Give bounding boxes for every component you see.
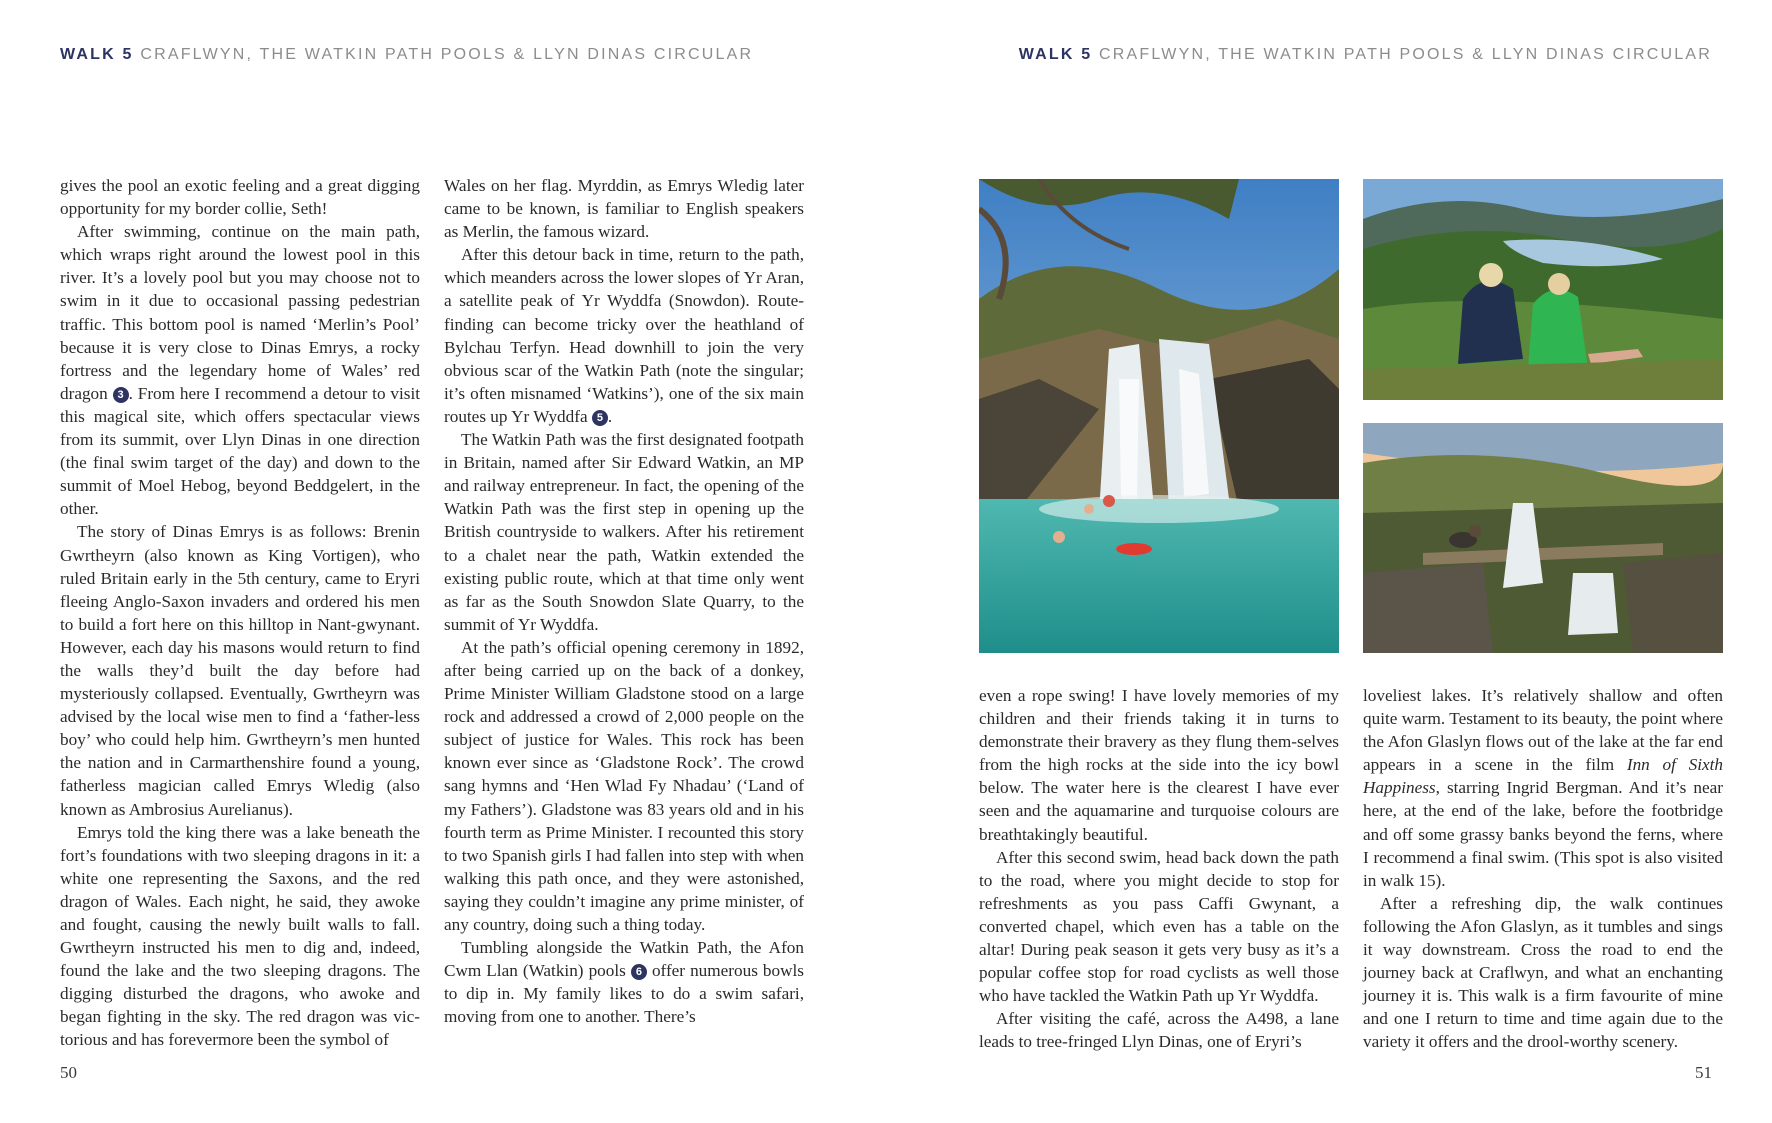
page-number: 50: [60, 1063, 77, 1082]
paragraph: After visiting the café, across the A498, a lane leads to tree-fringed Llyn Dinas, one of Eryri’s: [979, 1009, 1339, 1052]
right-page: [886, 0, 1772, 1123]
text-column-4: [1363, 684, 1723, 1054]
paragraph: gives the pool an exotic feeling and a great digging opportunity for my border collie, Seth!: [60, 176, 420, 219]
paragraph: After swimming, continue on the main path, which wraps right around the lowest pool in this river. It’s a lovely pool but you may choose not to swim in it due to occasional passing pedestrian traffic. This bottom pool is named ‘Merlin’s Pool’ because it is very close to Dinas Emrys, a rocky fortress and the legendary home of Wales’ red dragon 3 . From here I recommend a detour to visit this magical site, which offers spectacular views from its summit, over Llyn Dinas in one direction (the final swim target of the day) and down to the summit of Moel Hebog, beyond Beddgelert, in the other.: [60, 222, 421, 519]
film-title: Inn of Sixth Happiness: [1363, 755, 1723, 798]
text-column-2: [444, 174, 804, 1028]
footbridge-dog-photo: [1363, 423, 1723, 653]
running-head-left: [60, 46, 753, 64]
route-marker-5: 5: [592, 410, 608, 426]
text-column-1: [60, 174, 420, 1052]
waterfall-swimmers-photo: [979, 179, 1339, 653]
lake-view-walkers-photo: [1363, 179, 1723, 400]
route-marker-6: 6: [631, 964, 647, 980]
paragraph: After this detour back in time, return to the path, which meanders across the lower slopes of Yr Aran, a satellite peak of Yr Wyddfa (Snowdon). Route-finding can become tricky over the heathland of Bylchau Terfyn. Head downhill to join the very obvious scar of the Watkin Path (note the singular; it’s often misnamed ‘Watkins’), one of the six main routes up Yr Wyddfa 5 .: [444, 245, 804, 426]
paragraph: even a rope swing! I have lovely memories of my children and their friends taking it in turns to demonstrate their bravery as they flung them-selves from the high rocks at the side into the icy bowl below. The water here is the clearest I have ever seen and the aquamarine and turquoise colours are breathtakingly beautiful.: [979, 686, 1339, 844]
paragraph: Wales on her flag. Myrddin, as Emrys Wledig later came to be known, is familiar to English speakers as Merlin, the famous wizard.: [444, 176, 804, 242]
paragraph: loveliest lakes. It’s relatively shallow and often quite warm. Testament to its beauty, the point where the Afon Glaslyn flows out of the lake at the far end appears in a scene in the film Inn of Sixth Happiness, starring Ingrid Bergman. And it’s near here, at the end of the lake, before the footbridge and off some grassy banks beyond the ferns, where I recommend a final swim. (This spot is also visited in walk 15).: [1363, 686, 1723, 890]
paragraph: Emrys told the king there was a lake beneath the fort’s foundations with two sleeping dragons in it: a white one representing the Saxons, and the red dragon of Wales. Each night, he said, they awoke and fought, causing the newly built walls to fall. Gwrtheyrn instructed his men to dig and, indeed, found the lake and the two sleeping dragons. The digging disturbed the dragons, who awoke and began fighting in the sky. The red dragon was vic-torious and has forevermore been the symbol of: [60, 822, 420, 1050]
route-marker-3: 3: [113, 387, 129, 403]
paragraph: The story of Dinas Emrys is as follows: Brenin Gwrtheyrn (also known as King Vortigen), who ruled Britain early in the 5th century, came to Eryri fleeing Anglo-Saxon invaders and ordered his men to build a fort here on this hilltop in Nant-gwynant. However, each day his masons would return to find the walls they’d built the day before had mysteriously collapsed. Eventually, Gwrtheyrn was advised by the local wise men to find a ‘father-less boy’ who could help him. Gwrtheyrn’s men hunted the nation and in Carmarthenshire found a young, fatherless magician called Emrys Wledig (also known as Ambrosius Aurelianus).: [60, 522, 420, 819]
walk-title: CRAFLWYN, THE WATKIN PATH POOLS & LLYN DINAS CIRCULAR: [140, 46, 754, 63]
page-number: 51: [1695, 1063, 1712, 1082]
paragraph: The Watkin Path was the first designated footpath in Britain, named after Sir Edward Watkin, an MP and railway entrepreneur. In fact, the opening of the Watkin Path was the first step in opening up the British countryside to walkers. After his retirement to a chalet near the path, Watkin extended the existing public route, which at that time only went as far as the South Snowdon Slate Quarry, to the summit of Yr Wyddfa.: [444, 430, 804, 634]
walk-number: WALK 5: [1018, 46, 1093, 63]
walk-number: WALK 5: [60, 46, 134, 63]
paragraph: At the path’s official opening ceremony in 1892, after being carried up on the back of a donkey, Prime Minister William Gladstone stood on a large rock and addressed a crowd of 2,000 people on the subject of justice for Wales. This rock has been known ever since as ‘Gladstone Rock’. The crowd sang hymns and ‘Hen Wlad Fy Nhadau’ (‘Land of my Fathers’). Gladstone was 83 years old and in his fourth term as Prime Minister. I recounted this story to two Spanish girls I had fallen into step with when walking this path once, and they were astonished, saying they couldn’t imagine any prime minister, of any country, doing such a thing today.: [444, 637, 804, 934]
paragraph: Tumbling alongside the Watkin Path, the Afon Cwm Llan (Watkin) pools 6 offer numerous bowls to dip in. My family likes to do a swim safari, moving from one to another. There’s: [444, 938, 805, 1027]
text-column-3: [979, 684, 1339, 1054]
walk-title: CRAFLWYN, THE WATKIN PATH POOLS & LLYN DINAS CIRCULAR: [1099, 46, 1712, 63]
running-head-right: [1019, 46, 1712, 64]
paragraph: After this second swim, head back down the path to the road, where you might decide to stop for refreshments as you pass Caffi Gwynant, a converted chapel, which even has a table on the altar! During peak season it gets very busy as it’s a popular coffee stop for road cyclists as well those who have tackled the Watkin Path up Yr Wyddfa.: [979, 847, 1339, 1006]
paragraph: After a refreshing dip, the walk continues following the Afon Glaslyn, as it tumbles and sings it way downstream. Cross the road to end the journey back at Craflwyn, and what an enchanting journey it is. This walk is a firm favourite of mine and one I return to time and time again due to the variety it offers and the drool-worthy scenery.: [1363, 893, 1723, 1052]
